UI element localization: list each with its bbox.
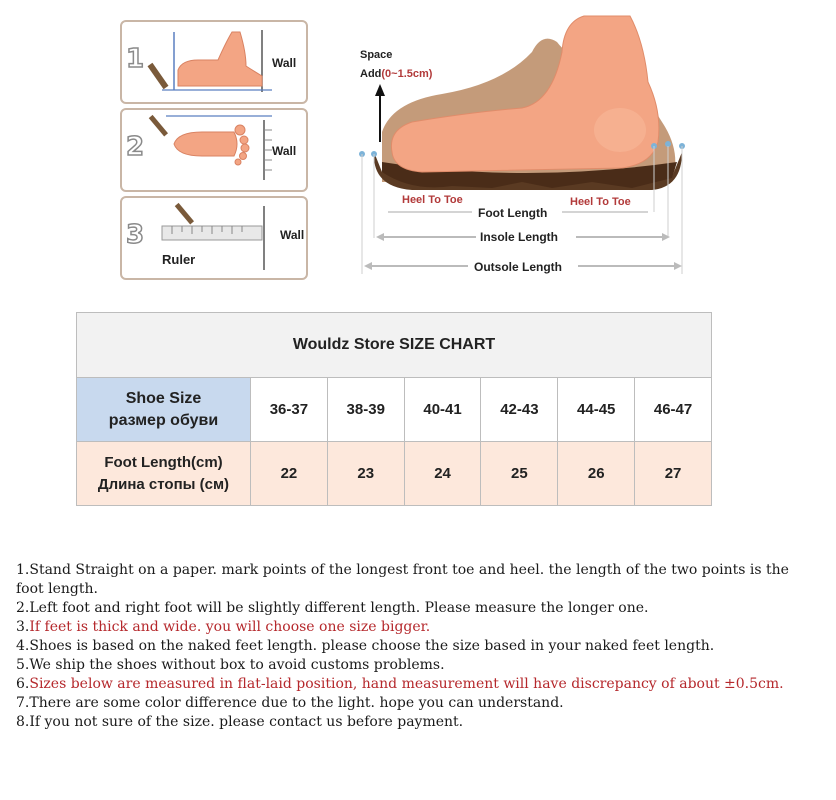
note-item: 3.If feet is thick and wide. you will choose one size bigger. (16, 619, 431, 635)
note-text: Shoes is based on the naked feet length. please choose the size based in your naked feet length. (29, 638, 715, 654)
shoe-size-cell: 46-47 (635, 378, 712, 442)
space-add-label (360, 46, 432, 84)
size-chart-table (76, 312, 712, 506)
shoe-size-cell: 38-39 (327, 378, 404, 442)
ruler-label: Ruler (162, 252, 196, 267)
foot-length-cell: 23 (327, 442, 404, 506)
wall-label: Wall (272, 144, 297, 158)
ruler-icon (122, 198, 306, 278)
note-text-highlight: If feet is thick and wide. you will choose one size bigger. (29, 619, 431, 635)
note-item: 4.Shoes is based on the naked feet length. please choose the size based in your naked feet length. (16, 638, 715, 654)
space-range: (0~1.5cm) (381, 68, 433, 80)
size-chart-title: Wouldz Store SIZE CHART (77, 313, 712, 378)
outsole-length-label: Outsole Length (474, 260, 562, 274)
wall-label: Wall (272, 56, 297, 70)
step-1-panel (120, 20, 308, 104)
note-text: We ship the shoes without box to avoid customs problems. (29, 657, 445, 673)
note-item: 5.We ship the shoes without box to avoid customs problems. (16, 657, 445, 673)
note-item: 1.Stand Straight on a paper. mark points of the longest front toe and heel. the length of the two points is the foot length. (16, 562, 789, 597)
insole-length-label: Insole Length (480, 230, 558, 244)
foot-length-header-en: Foot Length(cm) (104, 453, 223, 471)
foot-length-row (77, 442, 712, 506)
sizing-notes-list (16, 561, 816, 732)
note-text: Left foot and right foot will be slightly different length. Please measure the longer one. (29, 600, 649, 616)
note-text: Stand Straight on a paper. mark points of the longest front toe and heel. the length of the two points is the foot length. (16, 562, 789, 597)
foot-length-cell: 26 (558, 442, 635, 506)
shoe-size-header (77, 378, 251, 442)
foot-length-cell: 24 (404, 442, 481, 506)
foot-length-cell: 22 (251, 442, 328, 506)
shoe-size-cell: 44-45 (558, 378, 635, 442)
step-3-panel (120, 196, 308, 280)
foot-length-cell: 27 (635, 442, 712, 506)
shoe-size-row (77, 378, 712, 442)
shoe-size-cell: 36-37 (251, 378, 328, 442)
shoe-size-header-en: Shoe Size (125, 389, 202, 407)
space-title: Space (360, 49, 393, 61)
note-text-highlight: Sizes below are measured in flat-laid position, hand measurement will have discrepancy of about ±0.5cm. (29, 676, 784, 692)
foot-length-header-ru: Длина стопы (см) (97, 475, 230, 493)
wall-label: Wall (280, 228, 305, 242)
shoe-size-cell: 42-43 (481, 378, 558, 442)
foot-length-label: Foot Length (478, 206, 548, 220)
note-item: 7.There are some color difference due to the light. hope you can understand. (16, 695, 564, 711)
note-text: If you not sure of the size. please contact us before payment. (29, 714, 464, 730)
step-number: 2 (126, 132, 145, 162)
step-number: 1 (126, 44, 145, 74)
note-item: 8.If you not sure of the size. please contact us before payment. (16, 714, 464, 730)
step-2-panel (120, 108, 308, 192)
shoe-measurement-diagram (352, 12, 692, 274)
step-number: 3 (126, 220, 145, 250)
heel-to-toe-label-right: Heel To Toe (570, 196, 631, 208)
foot-length-header (77, 442, 251, 506)
foot-length-cell: 25 (481, 442, 558, 506)
space-add: Add (360, 68, 382, 80)
note-text: There are some color difference due to the light. hope you can understand. (29, 695, 564, 711)
note-item: 2.Left foot and right foot will be slightly different length. Please measure the longer one. (16, 600, 649, 616)
heel-to-toe-label-left: Heel To Toe (402, 194, 463, 206)
shoe-size-header-ru: размер обуви (108, 411, 219, 429)
note-item: 6.Sizes below are measured in flat-laid position, hand measurement will have discrepancy of about ±0.5cm. (16, 676, 784, 692)
shoe-size-cell: 40-41 (404, 378, 481, 442)
